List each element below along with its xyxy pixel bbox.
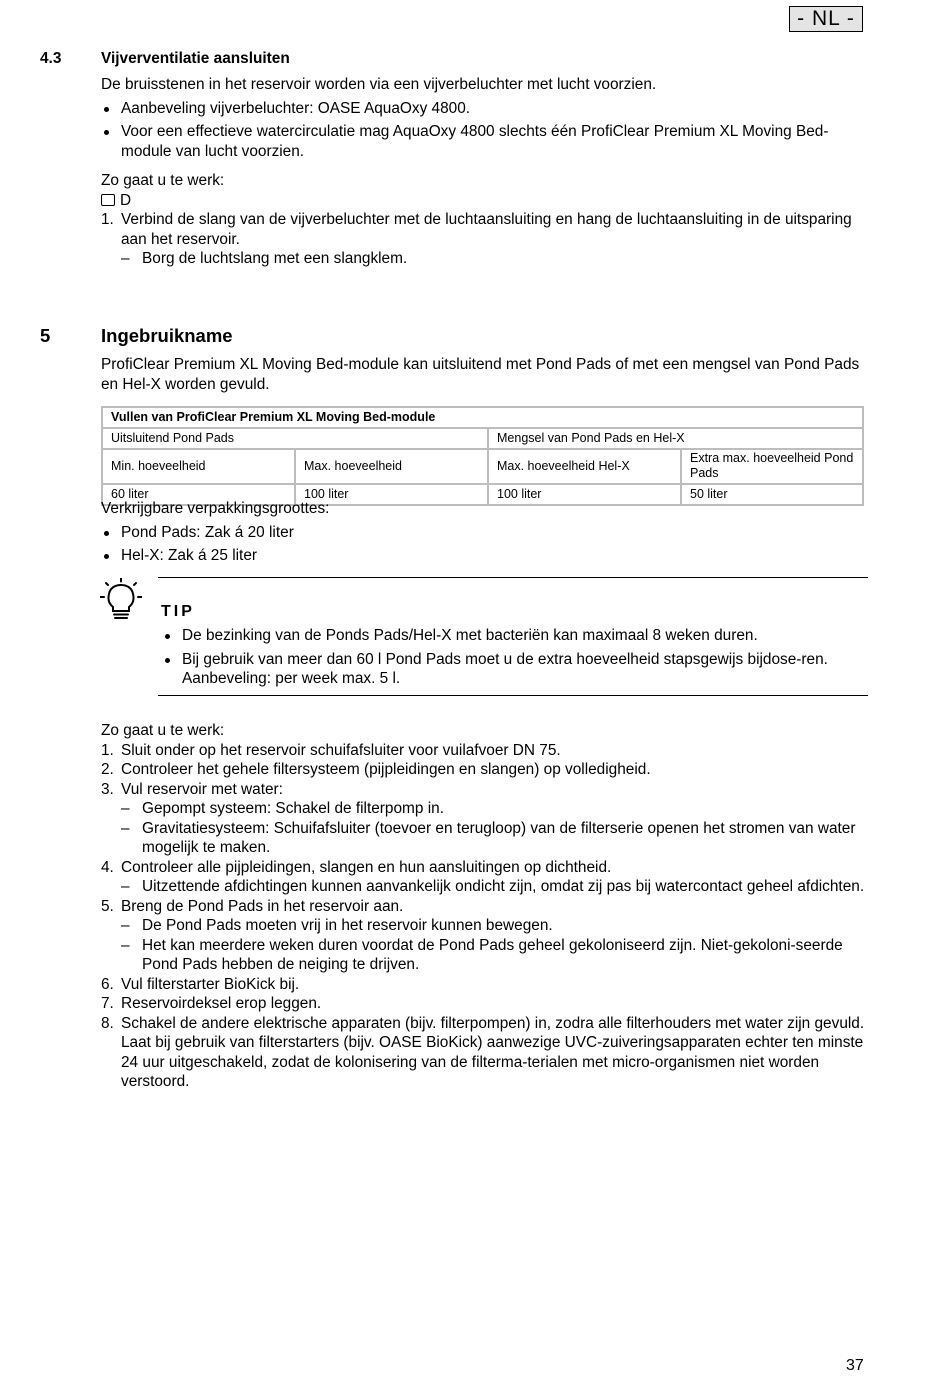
table-value-cell: 100 liter	[295, 484, 488, 505]
language-badge: - NL -	[789, 6, 863, 32]
table-group-right: Mengsel van Pond Pads en Hel-X	[488, 428, 863, 449]
step-number: 8.	[101, 1014, 114, 1032]
table-value-cell: 50 liter	[681, 484, 863, 505]
table-group-left: Uitsluitend Pond Pads	[102, 428, 488, 449]
step-number: 2.	[101, 761, 114, 778]
figure-icon	[101, 194, 115, 206]
step-text: Breng de Pond Pads in het reservoir aan.	[121, 897, 404, 915]
section-number-4-3: 4.3	[40, 50, 62, 67]
step-text: Controleer alle pijpleidingen, slangen en hun aansluitingen op dichtheid.	[121, 858, 612, 876]
section-4-3-intro: De bruisstenen in het reservoir worden via een vijverbeluchter met lucht voorzien.	[101, 76, 657, 93]
substep-text: Het kan meerdere weken duren voordat de Pond Pads geheel gekoloniseerd zijn. Niet-gekoloni-seerde Pond Pads hebben de neiging te drijven.	[142, 936, 843, 973]
tip-top-rule	[158, 577, 868, 578]
page-number: 37	[846, 1357, 864, 1374]
step-item	[101, 210, 871, 269]
section-title-4-3: Vijverventilatie aansluiten	[101, 50, 290, 67]
section-5-intro-text: ProfiClear Premium XL Moving Bed-module kan uitsluitend met Pond Pads of met een mengsel van Pond Pads en Hel-X worden gevuld.	[101, 356, 860, 393]
tip-label: TIP	[161, 603, 195, 620]
tip-bottom-rule	[158, 695, 868, 696]
step-number: 4.	[101, 858, 114, 876]
step-number: 1.	[101, 741, 114, 759]
step-item	[101, 975, 871, 995]
table-header-cell: Max. hoeveelheid Hel-X	[488, 449, 681, 484]
lightbulb-icon	[100, 578, 142, 622]
table-header-cell: Extra max. hoeveelheid Pond Pads	[681, 449, 863, 484]
substep-text: De Pond Pads moeten vrij in het reservoir kunnen bewegen.	[142, 917, 553, 934]
step-number: 3.	[101, 780, 114, 798]
dash-mark: –	[121, 250, 130, 267]
step-item	[101, 741, 871, 761]
table-value-cell: 60 liter	[102, 484, 295, 505]
step-text: Controleer het gehele filtersysteem (pijpleidingen en slangen) op volledigheid.	[121, 761, 651, 778]
substep-item	[121, 249, 871, 269]
figure-reference	[101, 191, 871, 211]
tip-item: De bezinking van de Ponds Pads/Hel-X met bacteriën kan maximaal 8 weken duren.	[162, 626, 866, 646]
substep-text: Borg de luchtslang met een slangklem.	[142, 250, 408, 267]
step-number: 7.	[101, 995, 114, 1012]
step-number: 5.	[101, 897, 114, 915]
step-number: 6.	[101, 975, 114, 993]
tip-list	[162, 626, 866, 693]
step-item	[101, 760, 871, 780]
dash-mark: –	[121, 800, 130, 817]
section-4-3-steps	[101, 210, 871, 269]
dash-mark: –	[121, 819, 130, 837]
bullet-item: Hel-X: Zak á 25 liter	[101, 546, 871, 566]
bullet-item: Pond Pads: Zak á 20 liter	[101, 523, 871, 543]
table-header-cell: Max. hoeveelheid	[295, 449, 488, 484]
filling-table	[101, 406, 864, 506]
dash-mark: –	[121, 936, 130, 954]
substep-text: Gravitatiesysteem: Schuifafsluiter (toevoer en terugloop) van de filterserie openen het stromen van water mogelijk te maken.	[142, 819, 856, 856]
substep-item	[121, 877, 871, 897]
section-title-5: Ingebruikname	[101, 325, 233, 346]
bullet-item: Aanbeveling vijverbeluchter: OASE AquaOxy 4800.	[101, 99, 871, 119]
section-4-3-body	[101, 75, 871, 269]
step-item	[101, 994, 871, 1014]
section-number-5: 5	[40, 325, 51, 346]
tip-item: Bij gebruik van meer dan 60 l Pond Pads moet u de extra hoeveelheid stapsgewijs bijdose-ren. Aanbeveling: per week max. 5 l.	[162, 650, 866, 689]
step-text: Schakel de andere elektrische apparaten (bijv. filterpompen) in, zodra alle filterhouders met water zijn gevuld. Laat bij gebruik van filterstarters (bijv. OASE BioKick) aanwezige UVC-zuiveringsapparaten echter ten minste 24 uur uitgeschakeld, zodat de kolonisering van de filterma-terialen met micro-organismen niet worden verstoord.	[121, 1014, 865, 1090]
table-title: Vullen van ProfiClear Premium XL Moving Bed-module	[102, 407, 863, 428]
packaging-title: Verkrijgbare verpakkingsgroottes:	[101, 500, 330, 517]
table-header-cell: Min. hoeveelheid	[102, 449, 295, 484]
packaging-block	[101, 499, 871, 570]
step-text: Vul reservoir met water:	[121, 780, 283, 798]
substep-item	[121, 819, 871, 858]
dash-mark: –	[121, 878, 130, 895]
step-item	[101, 858, 871, 897]
step-number: 1.	[101, 211, 114, 228]
packaging-list	[101, 523, 871, 566]
step-item	[101, 1014, 871, 1092]
section-5-steps	[101, 741, 871, 1092]
step-text: Reservoirdeksel erop leggen.	[121, 995, 322, 1012]
section-5-procedure	[101, 721, 871, 1092]
section-5-intro	[101, 355, 871, 394]
dash-mark: –	[121, 917, 130, 934]
step-text: Sluit onder op het reservoir schuifafsluiter voor vuilafvoer DN 75.	[121, 741, 561, 759]
step-text: Vul filterstarter BioKick bij.	[121, 975, 300, 993]
substep-text: Gepompt systeem: Schakel de filterpomp in.	[142, 800, 444, 817]
step-item	[101, 897, 871, 975]
step-item	[101, 780, 871, 858]
substep-text: Uitzettende afdichtingen kunnen aanvankelijk ondicht zijn, omdat zij pas bij watercontact geheel afdichten.	[142, 878, 865, 895]
substep-item	[121, 799, 871, 819]
substep-item	[121, 916, 871, 936]
substep-item	[121, 936, 871, 975]
howto-label: Zo gaat u te werk:	[101, 722, 225, 739]
table-value-cell: 100 liter	[488, 484, 681, 505]
step-text: Verbind de slang van de vijverbeluchter met de luchtaansluiting en hang de luchtaansluiting in de uitsparing aan het reservoir.	[121, 211, 852, 248]
bullet-item: Voor een effectieve watercirculatie mag AquaOxy 4800 slechts één ProfiClear Premium XL Moving Bed-module van lucht voorzien.	[101, 122, 871, 161]
figure-reference-label: D	[120, 191, 132, 209]
howto-label: Zo gaat u te werk:	[101, 172, 225, 189]
section-4-3-bullets	[101, 99, 871, 162]
